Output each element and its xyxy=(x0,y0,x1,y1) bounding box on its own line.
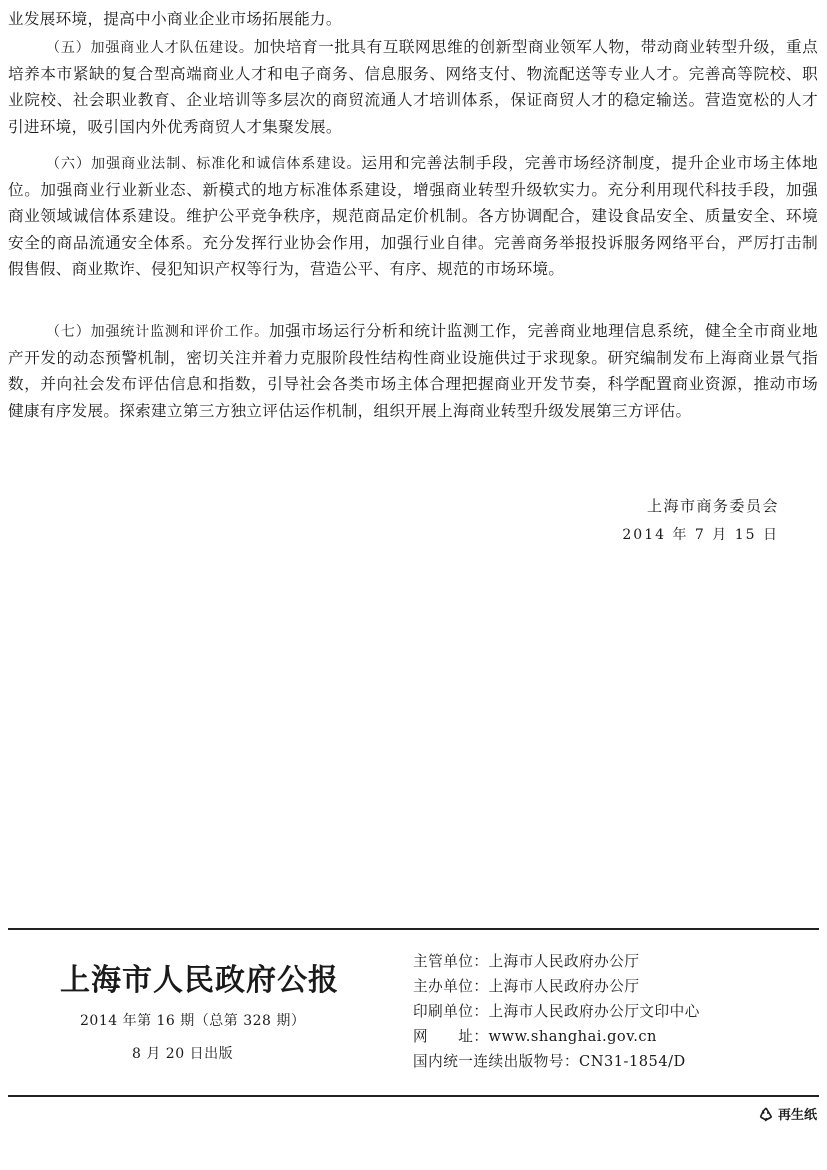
info-sponsor: 主办单位：上海市人民政府办公厅 xyxy=(413,978,640,995)
paragraph-statistics xyxy=(8,318,818,424)
publication-date: 8 月 20 日出版 xyxy=(132,1046,234,1062)
info-printer: 印刷单位：上海市人民政府办公厅文印中心 xyxy=(413,1003,700,1020)
paragraph-text: 业发展环境，提高中小商业企业市场拓展能力。 xyxy=(8,10,342,28)
signature-organization: 上海市商务委员会 xyxy=(646,497,779,515)
gazette-masthead: 上海市人民政府公报 xyxy=(60,963,339,998)
info-website: 网 址：www.shanghai.gov.cn xyxy=(413,1028,657,1045)
recycle-icon xyxy=(758,1106,774,1122)
issue-number: 2014 年第 16 期（总第 328 期） xyxy=(80,1013,306,1029)
info-serial-number: 国内统一连续出版物号：CN31-1854/D xyxy=(413,1053,686,1070)
paragraph-heading: （七）加强统计监测和评价工作。 xyxy=(46,324,269,340)
paragraph-text: 加快培育一批具有互联网思维的创新型商业领军人物，带动商业转型升级，重点培养本市紧缺的复合型高端商业人才和电子商务、信息服务、网络支付、物流配送等专业人才。完善高等院校、职业院校、社会职业教育、企业培训等多层次的商贸流通人才培训体系，保证商贸人才的稳定输送。营造宽松的人才引进环境，吸引国内外优秀商贸人才集聚发展。 xyxy=(8,38,818,136)
paragraph-text: 加强市场运行分析和统计监测工作，完善商业地理信息系统，健全全市商业地产开发的动态预警机制，密切关注并着力克服阶段性结构性商业设施供过于求现象。研究编制发布上海商业景气指数，并向社会发布评估信息和指数，引导社会各类市场主体合理把握商业开发节奏，科学配置商业资源，推动市场健康有序发展。探索建立第三方独立评估运作机制，组织开展上海商业转型升级发展第三方评估。 xyxy=(8,322,819,420)
recycled-paper-mark xyxy=(758,1104,817,1123)
footer-divider-top xyxy=(8,928,819,930)
recycled-paper-label: 再生纸 xyxy=(777,1108,817,1123)
paragraph-legal-standards xyxy=(8,150,818,282)
paragraph-text: 运用和完善法制手段，完善市场经济制度，提升企业市场主体地位。加强商业行业新业态、新模式的地方标准体系建设，增强商业转型升级软实力。充分利用现代科技手段，加强商业领域诚信体系建设。维护公平竞争秩序，规范商品定价机制。各方协调配合，建设食品安全、质量安全、环境安全的商品流通安全体系。充分发挥行业协会作用，加强行业自律。完善商务举报投诉服务网络平台，严厉打击制假售假、商业欺诈、侵犯知识产权等行为，营造公平、有序、规范的市场环境。 xyxy=(8,154,818,278)
paragraph-talent xyxy=(8,34,818,140)
paragraph-continuation xyxy=(8,6,818,32)
paragraph-heading: （五）加强商业人才队伍建设。 xyxy=(46,40,254,56)
paragraph-heading: （六）加强商业法制、标准化和诚信体系建设。 xyxy=(46,156,362,172)
info-supervisor: 主管单位：上海市人民政府办公厅 xyxy=(413,953,640,970)
footer-divider-bottom xyxy=(8,1095,819,1097)
signature-date: 2014 年 7 月 15 日 xyxy=(622,527,779,543)
